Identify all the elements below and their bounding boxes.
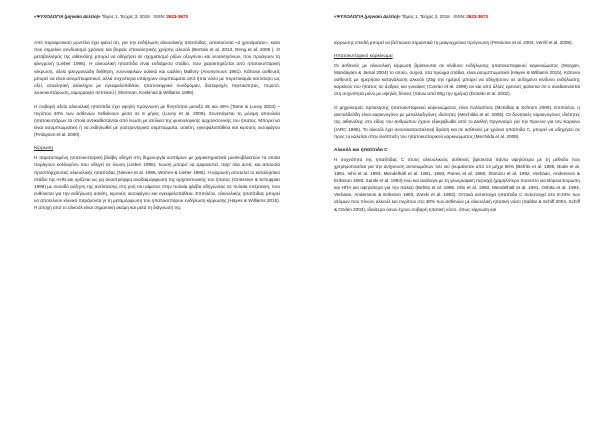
section-heading-alcohol-hepatitis-c: Αλκοόλ και ηπατίτιδα C	[334, 147, 388, 153]
body-paragraph: Από παραμεσικού μοντέλα έχει φανεί ότι, για την ενδήλωση αλκοολικής ηπατίτιδας, απαιτούνται «2 χρονίματαν», κατα που σημαίνει συνδυασμό χρόνιας και βαριάς επαναλητικής χρήσης αλκοόλ (Bertola et al. 2013, Deng et al. 2005 ). Ο μεταβολισμός της αιθανόλης μπορεί να οδηγήσει σε σχηματισμό ρίζων οξυγόνου και νεοαντιγόνων, που προάγουν τη φλεγμονή (Lieber 1995). Η αλκοολική ηπατίτιδα είναι ενδιάμεσο στάδιο, που χαρακτηρίζεται από ηπατοκυτταρική νέκρωση, οξεία φλεγμονώδη διήθηση, ευοινοφιλών υαλικά και ωαλίνη Mallory (Anonymous 1981). Κάποιοι ασθενείς μπορεί να είναι ασυμπτωματικοί, αλλά συχνότερα υπάρχουν συμπτώματα από ήπια νόσο με πυρετοκαμία και ίκτερο ως οξεί, απειλητική ολόκληρο με εγκεφαλοπάθεια, ηπατονεφρικό συνδρόμαν, διαταραχές πηκτικότητας, πυρετό, λευκοκυττάρωση, αιμορραγία πεπτικού ( Sherman, Koskinas & Williams 1995).	[34, 40, 280, 96]
issn-label: ISSN:	[153, 14, 166, 19]
body-paragraph: Η συχνότητα της ηπατίτιδας C στους αλκοολικούς ασθενείς βρίσκεται πάντα υψηλότερα με τη μέθοδο που χρησιμοποιείται για την ανίχνευση αντισωμάτων του ιού (κυμαίνεται από 14 μέχρι 50% (Befrits et al. 1995, Bode et al. 1991, Ishii et al. 1993, Mendelhall et al. 1991, 1993, Panes et al. 1990, Shimizu et al. 1992, Verbaan, Andersson & Eriksson 1993, Zarski et al. 1993) ενώ και ανάλογα με τη γεωγραφική περιοχή (χαμηλότερο ποσοστό για Βόρεια Ευρώπη και ΗΠΑ και υψηλότερα για την Ιταλία) (Befrits et al. 1995, Ishii et al. 1993, Mendelhall et al. 1991, Oshita et al. 1994, Verbaan, Andersson & Eriksson 1993, Zarski et al. 1993). Οπτικά αντιστοιχα ηπατίτιδα C αντιστοιχεί στο 8-24% των ατόμων που πίνουν αλκοόλ και περίπου στο 30% των ασθενών με αλκοολική ηπατική νόσο (Safdar & Schiff 2004, Schiff & Ozden 2003), ιδιαίτερα όσων έχουν σοβαρή ηπατική νόσο, όπως κίρρωση και	[334, 156, 580, 212]
journal-title: «ΨΥΧΟΛΟΓΙΑ (μηνιαίο Δελτίο)»	[334, 14, 401, 19]
body-paragraph: Ο μηχανισμός πρόκλησης ηπατοκυτταρικού καρκινώματος είναι πολλαπλός (McKillop & Schrum 2009). Επιπλέον, η ακεταλδεΰδη είναι καρκινογόνο με μεταλλαξιγόνες ιδιότητες (Mechilda et al. 2009). Οι δυνητικές καρκινογόνες ιδιότητες της αιθανόλης στο είδος του ανθρώπου έχουν εξακριβωθεί από το Διεθνή Οργανισμό για την Έρευνα για τον Καρκίνο (IARC 1999). Το αλκοόλ έχει ανοσοκατασταλτική δράση και σε ασθενείς με χρόνια ηπατίτιδα C, μπορεί να οδηγήσει σε προς το καλείται στην ανάπτυξη του ηπατοκυτταρικού καρκινώματος (Mechilda et al. 2009).	[334, 105, 580, 139]
section-heading-hepatocellular-carcinoma: Ηπατοκυτταρικό καρκίνωμα	[334, 53, 393, 59]
issn-number: 2623-3673	[166, 14, 188, 19]
journal-issue: Τόμος 1, Τεύχος 3, 2018	[100, 14, 150, 19]
body-paragraph: Η σοβαρή οξεία αλκοολική ηπατίτιδα έχει υψηλή πρόγνωση με θνητότητα μεταξύ 35 και 46% (Tame & Lucey 2004) – περίπου 40% των ασθενών πεθαίνουν μέσα σε 6 μήνες (Lucey et al. 2009). Συνεπάγεται τη μόνιμη απουλεία ηπατοκυττάρων τα οποία αντικαθίστανται από ίνωση με ατύλιεα της φυσιολογικής αρχιτεκτονικής του ήπατος. Μπορεί να είναι ασυμπτωματική ή να εκδηλωθεί με γαστρεντερικά συμπτώματα, ασκίτη, εγκεφαλοπάθεια και κιρσούς οισοφάγου (Finlayson et al. 2000).	[34, 103, 280, 138]
right-page-header	[334, 14, 580, 20]
body-paragraph: Οι ασθενείς με αλκοολική κίρρωση βρίσκονται σε κίνδυνο ενδήλωσης ηπατοκυτταρικού καρκινώματος (Morgan, Mandayam & Jamal 2004) το οποίο, συχνά, στα πρώιμα στάδια, είναι ασυμπτωματικό (Hayes & Williams 2015). Κάποιοι ασθενείς με ημερήσια κατανάλωση αλκοόλ (25g την ημέρα) μπορεί να οδηγήσουν σε αυξημένο κίνδυνο ενδήλωσης καρκίνου του ήπατος σε άνδρες και γυναίκες (Corrao et al. 1999) αν και από άλλες έρευνες φαίνεται ότι ο αναδεικνύεται στη συχνότητα μόνο με υψηλές δόσεις (πάνω από 80g την ημέρα) (Donato et al. 2002).	[334, 62, 580, 97]
body-paragraph: κίρρωσης επειδή μπορεί να βελτιώσει σημαντικά τη μακροχρόνια πρόγνωση (Pessione et al. 2003, Verrill et al. 2009).	[334, 40, 573, 45]
journal-issue: Τόμος 1, Τεύχος 3, 2018	[400, 14, 450, 19]
issn-label: ISSN:	[453, 14, 466, 19]
left-page-header	[34, 14, 280, 20]
journal-title: «ΨΥΧΟΛΟΓΙΑ (μηνιαίο Δελτίο)»	[34, 14, 101, 19]
section-heading-cirrhosis: Κίρρωση	[34, 146, 54, 152]
right-page	[300, 0, 600, 424]
issn-number: 2623-3673	[466, 14, 488, 19]
body-paragraph: Η παρατεταμένη ηπατοκυτταρική βλάβη οδηγεί στη δημιουργία κυττάρων με χαρακτηριστικά μυοϊνοβλαστών τα οποία παράγουν κολλαγόνο που οδηγεί σε ίνωση (Lieber 1995). Ίνωση μπορεί να εμφανιστεί, παρ' όλα αυτά, και απουσία προϋπάρχουσας αλκοολικής ηπατίτιδας (Nieves et al. 1996, Worner & Lieber 1985). Η κίρρωση αποτελεί το καταληκτικό στάδιο της ΑΗΝ και ορίζεται ως μη αναστρέψιμη αναδιαμόρφωση της αρχιτεκτονικής του ήπατος (Griessner & Schuppan 1999) με συνοδό αύξηση της αντίστασης στη ροή του αίματος στην πυλαία φλέβα οδηγώντας σε πυλαία υπέρταση, που ευθύνεται για την εκδήλωση ασκίτη, κιρσούς οισοφάγου και εγκεφαλοπάθεια. Επιπλέον, αλκοολικής ηπατίτιδας μπορεί να αποτελούν κλινικό παράγοντα γι τη μεταμόρφωση του ηπατοκυττάρου ενδήλωση κίρρωσης (Hayes & Williams 2015). Η αποχή από το αλκοόλ είναι σημαντική ακόμη και μετά τη διάγνωση της	[34, 155, 280, 211]
